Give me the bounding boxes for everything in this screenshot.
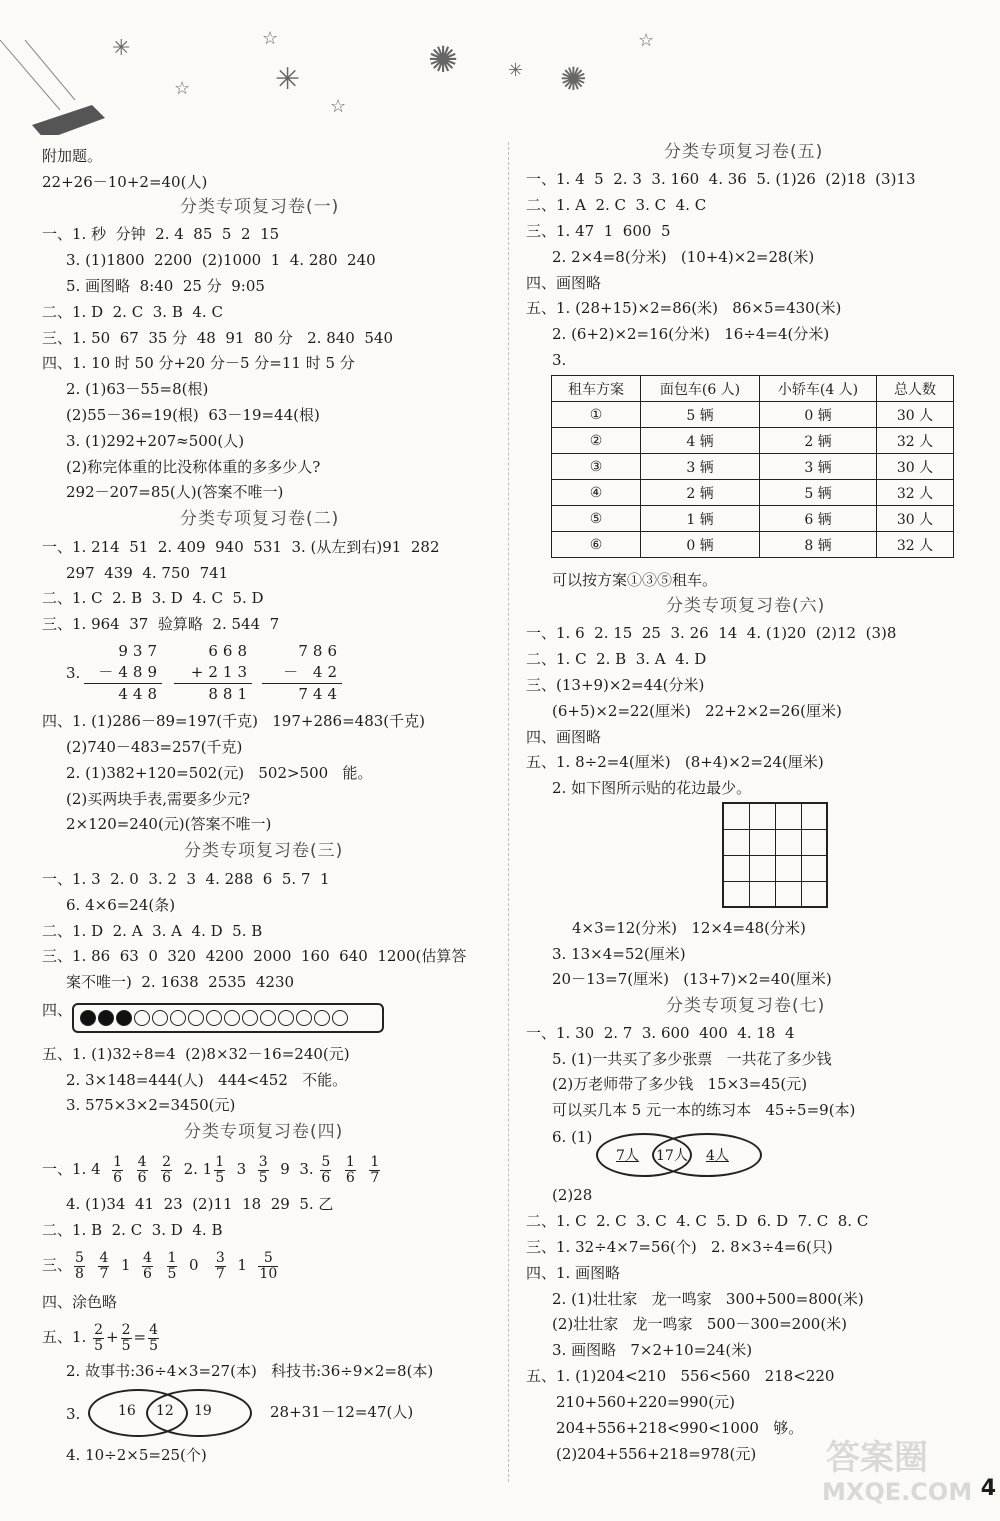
row-text: 一、1. 4 xyxy=(42,1160,101,1178)
row-text: 2. 1 xyxy=(183,1160,213,1178)
answer-line: 三、1. 47 1 600 5 xyxy=(526,222,671,240)
answer-line: 3. 13×4=52(厘米) xyxy=(552,945,686,963)
answer-line: 4×3=12(分米) 12×4=48(分米) xyxy=(572,919,806,937)
vertical-calc xyxy=(84,641,162,705)
empty-bead xyxy=(224,1010,240,1026)
calc-operand: 786 xyxy=(298,642,342,660)
answer-line: 可以买几本 5 元一本的练习本 45÷5=9(本) xyxy=(552,1101,856,1119)
answer-line: 4. (1)34 41 23 (2)11 18 29 5. 乙 xyxy=(66,1195,334,1213)
answer-line: 三、1. 50 67 35 分 48 91 80 分 2. 840 540 xyxy=(42,329,393,347)
table-row xyxy=(552,532,954,558)
answer-line: (2)740－483=257(千克) xyxy=(66,738,243,756)
row-text: 3 xyxy=(236,1160,247,1178)
answer-line: 292－207=85(人)(答案不唯一) xyxy=(66,483,284,501)
table-cell: 32 人 xyxy=(877,428,954,454)
answer-line: 28+31－12=47(人) xyxy=(270,1403,414,1421)
watermark-logo: 答案圈 xyxy=(826,1438,928,1478)
table-cell: ③ xyxy=(552,454,641,480)
calc-result: 881 xyxy=(208,685,252,703)
answer-line: 二、1. A 2. C 3. C 4. C xyxy=(526,196,707,214)
firework-icon: ✺ xyxy=(428,40,459,81)
table-header: 总人数 xyxy=(877,376,954,402)
answer-line: 3. 画图略 7×2+10=24(米) xyxy=(552,1341,753,1359)
table-cell: ⑥ xyxy=(552,532,641,558)
page-number: 4 xyxy=(980,1476,996,1501)
answer-line: 5. 画图略 8:40 25 分 9:05 xyxy=(66,277,265,295)
fraction: $\frac{1}{5}$ xyxy=(167,1249,177,1282)
answer-line: (2)28 xyxy=(552,1186,593,1204)
answer-line: 二、1. C 2. B 3. D 4. C 5. D xyxy=(42,589,264,607)
fraction: $\frac{2}{6}$ xyxy=(162,1153,172,1186)
extra-question-equation: 22+26－10+2=40(人) xyxy=(42,173,208,191)
vertical-calc xyxy=(174,641,252,705)
answer-line: 2. (6+2)×2=16(分米) 16÷4=4(分米) xyxy=(552,325,830,343)
blackboard-icon xyxy=(0,40,110,135)
answer-line: 3. (1)1800 2200 (2)1000 1 4. 280 240 xyxy=(66,251,376,269)
answer-line: 五、1. (1)32÷8=4 (2)8×32－16=240(元) xyxy=(42,1045,350,1063)
fraction: $\frac{4}{6}$ xyxy=(137,1153,147,1186)
rental-plan-table xyxy=(551,375,954,558)
row-text: 五、1. xyxy=(42,1328,87,1346)
table-cell: 5 辆 xyxy=(641,402,760,428)
answer-line: 5. (1)一共买了多少张票 一共花了多少钱 xyxy=(552,1050,832,1068)
row-text: 1 xyxy=(237,1256,247,1274)
calc-operand: －489 xyxy=(84,662,162,684)
filled-bead xyxy=(80,1010,96,1026)
section-title-4: 分类专项复习卷(四) xyxy=(184,1122,344,1142)
answer-line: 297 439 4. 750 741 xyxy=(66,564,229,582)
fraction: $\frac{5}{6}$ xyxy=(321,1153,331,1186)
fraction: $\frac{1}{5}$ xyxy=(215,1153,225,1186)
answer-line: 四、1. 10 时 50 分+20 分－5 分=11 时 5 分 xyxy=(42,354,355,372)
empty-bead xyxy=(278,1010,294,1026)
row-text: + xyxy=(106,1328,119,1346)
calc-label: 3. xyxy=(66,664,81,682)
venn-left-value: 16 xyxy=(118,1403,136,1419)
table-row xyxy=(552,506,954,532)
bead-string xyxy=(72,1003,384,1033)
answer-line: 四、1. 画图略 xyxy=(526,1264,621,1282)
table-cell: ① xyxy=(552,402,641,428)
row-text: = xyxy=(133,1328,147,1346)
venn-middle-value: 17人 xyxy=(656,1148,688,1164)
answer-line: 4. 10÷2×5=25(个) xyxy=(66,1446,207,1464)
answer-line: (2)壮壮家 龙一鸣家 500－300=200(米) xyxy=(552,1315,848,1333)
empty-bead xyxy=(134,1010,150,1026)
answer-line: 3. xyxy=(66,1405,81,1423)
empty-bead xyxy=(206,1010,222,1026)
answer-line: 二、1. D 2. A 3. A 4. D 5. B xyxy=(42,922,263,940)
empty-bead xyxy=(296,1010,312,1026)
answer-line: 一、1. 214 51 2. 409 940 531 3. (从左到右)91 282 xyxy=(42,538,440,556)
answer-line: 可以按方案①③⑤租车。 xyxy=(552,571,718,589)
table-cell: 1 辆 xyxy=(641,506,760,532)
answer-line: 2. (1)63－55=8(根) xyxy=(66,380,209,398)
answer-line: 20－13=7(厘米) (13+7)×2=40(厘米) xyxy=(552,970,832,988)
table-cell: 30 人 xyxy=(877,402,954,428)
calc-result: 744 xyxy=(298,685,342,703)
table-header: 小轿车(4 人) xyxy=(760,376,877,402)
tile-grid-figure xyxy=(722,802,828,908)
table-cell: 6 辆 xyxy=(760,506,877,532)
answer-line: 2×120=240(元)(答案不唯一) xyxy=(66,815,272,833)
table-cell: 3 辆 xyxy=(641,454,760,480)
filled-bead xyxy=(98,1010,114,1026)
table-cell: 5 辆 xyxy=(760,480,877,506)
answer-line: 五、1. (1)204<210 556<560 218<220 xyxy=(526,1367,835,1385)
empty-bead xyxy=(314,1010,330,1026)
answer-line: 二、1. C 2. B 3. A 4. D xyxy=(526,650,707,668)
fraction: $\frac{2}{5}$ xyxy=(121,1321,131,1354)
answer-line: 一、1. 4 5 2. 3 3. 160 4. 36 5. (1)26 (2)18 (3)13 xyxy=(526,170,916,188)
fraction: $\frac{5}{10}$ xyxy=(259,1249,278,1282)
empty-bead xyxy=(188,1010,204,1026)
answer-line: 一、1. 30 2. 7 3. 600 400 4. 18 4 xyxy=(526,1024,795,1042)
firework-icon: ✳ xyxy=(112,36,131,61)
answer-line: 2. 3×148=444(人) 444<452 不能。 xyxy=(66,1071,348,1089)
table-row xyxy=(552,402,954,428)
answer-line: (2)55－36=19(根) 63－19=44(根) xyxy=(66,406,320,424)
star-icon: ☆ xyxy=(638,30,655,51)
answer-line: 2. (1)壮壮家 龙一鸣家 300+500=800(米) xyxy=(552,1290,864,1308)
vertical-calc xyxy=(262,641,342,705)
fraction: $\frac{3}{7}$ xyxy=(215,1249,225,1282)
answer-line: 三、1. 32÷4×7=56(个) 2. 8×3÷4=6(只) xyxy=(526,1238,833,1256)
answer-line: 二、1. B 2. C 3. D 4. B xyxy=(42,1221,223,1239)
answer-line: 一、1. 3 2. 0 3. 2 3 4. 288 6 5. 7 1 xyxy=(42,870,330,888)
star-icon: ☆ xyxy=(174,78,191,99)
table-cell: 30 人 xyxy=(877,454,954,480)
venn-left-value: 7人 xyxy=(616,1148,639,1164)
calc-operand: +213 xyxy=(174,662,252,684)
empty-bead xyxy=(170,1010,186,1026)
row-text: 三、 xyxy=(42,1256,73,1274)
table-cell: 0 辆 xyxy=(641,532,760,558)
answer-line: 三、1. 86 63 0 320 4200 2000 160 640 1200(估算答 xyxy=(42,947,467,965)
answer-line: (6+5)×2=22(厘米) 22+2×2=26(厘米) xyxy=(552,702,842,720)
fraction: $\frac{4}{7}$ xyxy=(99,1249,109,1282)
answer-line: 五、1. (28+15)×2=86(米) 86×5=430(米) xyxy=(526,299,842,317)
empty-bead xyxy=(242,1010,258,1026)
calc-operand: 668 xyxy=(208,642,252,660)
firework-icon: ✳ xyxy=(508,60,524,81)
table-cell: 32 人 xyxy=(877,480,954,506)
answer-line: 五、1. 8÷2=4(厘米) (8+4)×2=24(厘米) xyxy=(526,753,824,771)
answer-line: 2. 2×4=8(分米) (10+4)×2=28(米) xyxy=(552,248,815,266)
answer-line: 204+556+218<990<1000 够。 xyxy=(556,1419,804,1437)
watermark-url: MXQE.COM xyxy=(822,1478,973,1506)
star-icon: ☆ xyxy=(262,28,279,49)
venn-right-value: 4人 xyxy=(706,1148,729,1164)
fraction: $\frac{4}{6}$ xyxy=(143,1249,152,1282)
table-row xyxy=(552,454,954,480)
filled-bead xyxy=(116,1010,132,1026)
fraction: $\frac{4}{5}$ xyxy=(149,1321,159,1354)
table-header-row xyxy=(552,376,954,402)
firework-icon: ✺ xyxy=(560,60,587,98)
table-cell: 30 人 xyxy=(877,506,954,532)
answer-line: 一、1. 秒 分钟 2. 4 85 5 2 15 xyxy=(42,225,280,243)
fraction: $\frac{1}{7}$ xyxy=(370,1153,380,1186)
table-cell: ④ xyxy=(552,480,641,506)
answer-line: 四、画图略 xyxy=(526,274,602,292)
table-cell: 4 辆 xyxy=(641,428,760,454)
venn-right-value: 19 xyxy=(194,1403,212,1419)
venn-middle-value: 12 xyxy=(156,1403,174,1419)
answer-line: (2)204+556+218=978(元) xyxy=(556,1445,757,1463)
row-text: 9 3. xyxy=(280,1160,314,1178)
answer-line: 一、1. 6 2. 15 25 3. 26 14 4. (1)20 (2)12 (3)8 xyxy=(526,624,897,642)
table-cell: ⑤ xyxy=(552,506,641,532)
fraction: $\frac{1}{6}$ xyxy=(345,1153,355,1186)
fraction-row xyxy=(42,1320,161,1354)
answer-line: 2. (1)382+120=502(元) 502>500 能。 xyxy=(66,764,373,782)
answer-line: 四、 xyxy=(42,1001,73,1019)
answer-line: 二、1. C 2. C 3. C 4. C 5. D 6. D 7. C 8. C xyxy=(526,1212,869,1230)
answer-line: 三、(13+9)×2=44(分米) xyxy=(526,676,705,694)
calc-operand: 937 xyxy=(118,642,162,660)
fraction: $\frac{3}{5}$ xyxy=(258,1153,268,1186)
column-divider xyxy=(508,142,509,1482)
row-text: 0 xyxy=(188,1256,199,1274)
table-cell: 2 辆 xyxy=(760,428,877,454)
table-row xyxy=(552,428,954,454)
firework-icon: ✳ xyxy=(275,62,301,97)
section-title-2: 分类专项复习卷(二) xyxy=(180,509,340,529)
table-cell: 32 人 xyxy=(877,532,954,558)
table-row xyxy=(552,480,954,506)
fraction: $\frac{2}{5}$ xyxy=(94,1321,104,1354)
answer-line: (2)万老师带了多少钱 15×3=45(元) xyxy=(552,1075,808,1093)
table-cell: ② xyxy=(552,428,641,454)
section-title-5: 分类专项复习卷(五) xyxy=(664,142,824,162)
answer-line: 案不唯一) 2. 1638 2535 4230 xyxy=(66,973,295,991)
answer-line: 6. (1) xyxy=(552,1128,593,1146)
table-cell: 2 辆 xyxy=(641,480,760,506)
row-text: 1 xyxy=(120,1256,131,1274)
answer-line: 2. 如下图所示贴的花边最少。 xyxy=(552,779,752,797)
section-title-7: 分类专项复习卷(七) xyxy=(666,996,826,1016)
answer-line: 四、1. (1)286－89=197(千克) 197+286=483(千克) xyxy=(42,712,425,730)
section-title-1: 分类专项复习卷(一) xyxy=(180,197,340,217)
table-cell: 3 辆 xyxy=(760,454,877,480)
fraction: $\frac{5}{8}$ xyxy=(75,1249,84,1282)
empty-bead xyxy=(152,1010,168,1026)
answer-line: 6. 4×6=24(条) xyxy=(66,896,176,914)
section-title-6: 分类专项复习卷(六) xyxy=(666,596,826,616)
answer-line: 二、1. D 2. C 3. B 4. C xyxy=(42,303,223,321)
calc-result: 448 xyxy=(118,685,162,703)
empty-bead xyxy=(260,1010,276,1026)
table-cell: 0 辆 xyxy=(760,402,877,428)
fraction-row xyxy=(42,1248,280,1282)
section-title-3: 分类专项复习卷(三) xyxy=(184,841,344,861)
answer-line: 3. xyxy=(552,351,567,369)
answer-line: (2)买两块手表,需要多少元? xyxy=(66,790,251,808)
fraction-row xyxy=(42,1152,382,1186)
extra-question-label: 附加题。 xyxy=(42,147,103,165)
answer-line: 3. (1)292+207≈500(人) xyxy=(66,432,245,450)
table-header: 面包车(6 人) xyxy=(641,376,760,402)
star-icon: ☆ xyxy=(330,96,347,117)
answer-line: 210+560+220=990(元) xyxy=(556,1393,735,1411)
calc-operand: － 42 xyxy=(262,662,342,684)
answer-line: 3. 575×3×2=3450(元) xyxy=(66,1096,236,1114)
answer-line: 四、画图略 xyxy=(526,728,602,746)
answer-line: 2. 故事书:36÷4×3=27(本) 科技书:36÷9×2=8(本) xyxy=(66,1362,434,1380)
empty-bead xyxy=(332,1010,348,1026)
fraction: $\frac{1}{6}$ xyxy=(113,1153,123,1186)
answer-line: 四、涂色略 xyxy=(42,1293,118,1311)
table-header: 租车方案 xyxy=(552,376,641,402)
answer-line: 三、1. 964 37 验算略 2. 544 7 xyxy=(42,615,280,633)
answer-line: (2)称完体重的比没称体重的多多少人? xyxy=(66,458,321,476)
table-cell: 8 辆 xyxy=(760,532,877,558)
